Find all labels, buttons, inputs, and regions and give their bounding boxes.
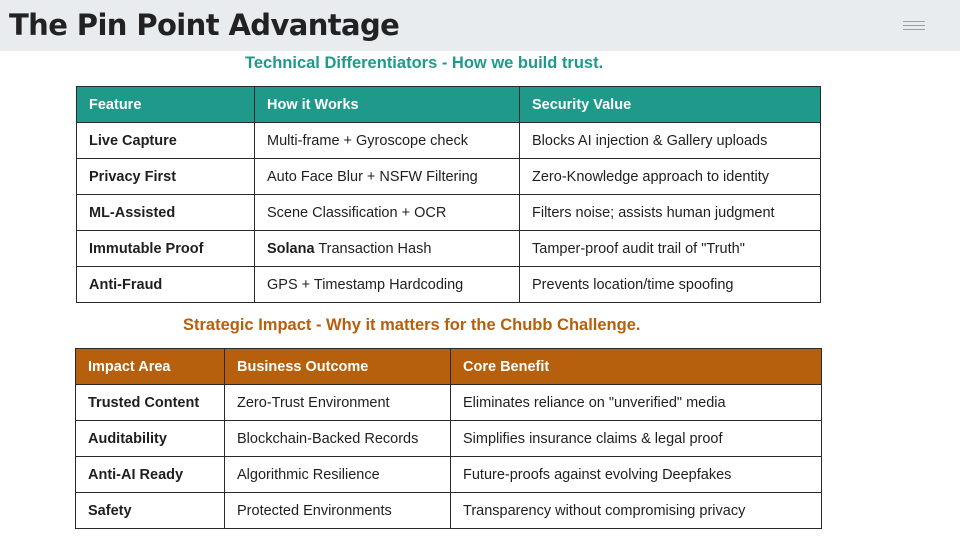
business-outcome-cell: Protected Environments (225, 493, 451, 529)
slide-header-bar (0, 0, 960, 51)
impact-area-cell: Safety (76, 493, 225, 529)
table-row (76, 493, 822, 529)
technical-differentiators-heading: Technical Differentiators - How we build trust. (245, 54, 604, 72)
column-header-how-it-works: How it Works (255, 87, 520, 123)
how-it-works-cell: Auto Face Blur + NSFW Filtering (255, 159, 520, 195)
feature-cell: ML-Assisted (77, 195, 255, 231)
impact-area-cell: Auditability (76, 421, 225, 457)
table-header-row (76, 349, 822, 385)
security-value-cell: Filters noise; assists human judgment (520, 195, 821, 231)
transaction-hash-text: Transaction Hash (314, 240, 432, 257)
table-row (77, 159, 821, 195)
solana-bold-text: Solana (267, 240, 315, 257)
core-benefit-cell: Transparency without compromising privacy (451, 493, 822, 529)
menu-line (903, 29, 925, 30)
business-outcome-cell: Algorithmic Resilience (225, 457, 451, 493)
column-header-impact-area: Impact Area (76, 349, 225, 385)
feature-cell: Live Capture (77, 123, 255, 159)
hamburger-menu-icon[interactable] (903, 21, 925, 31)
security-value-cell: Tamper-proof audit trail of "Truth" (520, 231, 821, 267)
business-outcome-cell: Zero-Trust Environment (225, 385, 451, 421)
core-benefit-cell: Future-proofs against evolving Deepfakes (451, 457, 822, 493)
slide-title: The Pin Point Advantage (9, 8, 400, 42)
security-value-cell: Blocks AI injection & Gallery uploads (520, 123, 821, 159)
table-row (77, 195, 821, 231)
strategic-impact-table (75, 348, 822, 529)
column-header-security-value: Security Value (520, 87, 821, 123)
table-header-row (77, 87, 821, 123)
impact-area-cell: Trusted Content (76, 385, 225, 421)
how-it-works-cell: Scene Classification + OCR (255, 195, 520, 231)
business-outcome-cell: Blockchain-Backed Records (225, 421, 451, 457)
technical-differentiators-table (76, 86, 821, 303)
how-it-works-cell (255, 231, 520, 267)
table-row (77, 231, 821, 267)
security-value-cell: Prevents location/time spoofing (520, 267, 821, 303)
impact-area-cell: Anti-AI Ready (76, 457, 225, 493)
column-header-business-outcome: Business Outcome (225, 349, 451, 385)
table-row (77, 267, 821, 303)
table-row (76, 457, 822, 493)
table-row (76, 385, 822, 421)
menu-line (903, 25, 925, 26)
table-row (76, 421, 822, 457)
how-it-works-cell: GPS + Timestamp Hardcoding (255, 267, 520, 303)
menu-line (903, 21, 925, 22)
feature-cell: Immutable Proof (77, 231, 255, 267)
core-benefit-cell: Simplifies insurance claims & legal proof (451, 421, 822, 457)
feature-cell: Privacy First (77, 159, 255, 195)
security-value-cell: Zero-Knowledge approach to identity (520, 159, 821, 195)
how-it-works-cell: Multi-frame + Gyroscope check (255, 123, 520, 159)
column-header-core-benefit: Core Benefit (451, 349, 822, 385)
column-header-feature: Feature (77, 87, 255, 123)
feature-cell: Anti-Fraud (77, 267, 255, 303)
table-row (77, 123, 821, 159)
strategic-impact-heading: Strategic Impact - Why it matters for the Chubb Challenge. (183, 316, 641, 334)
core-benefit-cell: Eliminates reliance on "unverified" media (451, 385, 822, 421)
